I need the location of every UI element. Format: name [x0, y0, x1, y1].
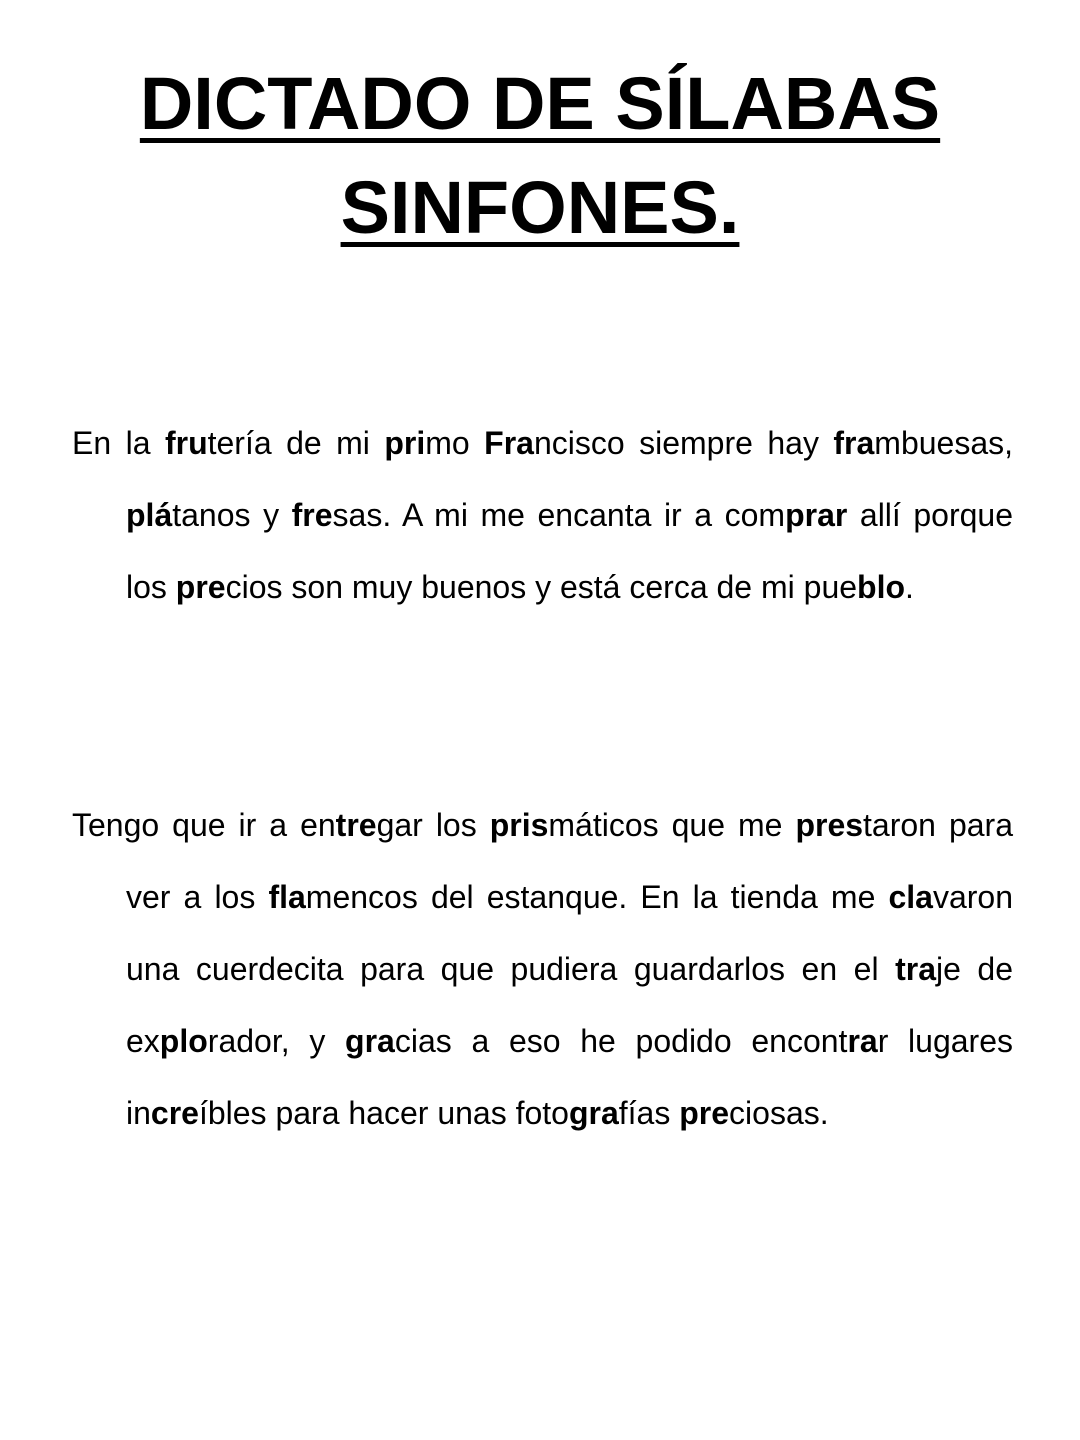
title-line-1: DICTADO DE SÍLABAS [139, 62, 941, 145]
highlighted-syllable: fra [833, 425, 875, 461]
text-run: tanos y [172, 497, 292, 533]
document-title [0, 52, 1080, 260]
text-run: mo [425, 425, 485, 461]
highlighted-syllable: blo [857, 569, 906, 605]
text-run: je de ex [126, 951, 1014, 1059]
text-run: tería de mi [207, 425, 385, 461]
highlighted-syllable: pre [175, 569, 226, 605]
text-run: sas. A mi me encanta ir a com [332, 497, 786, 533]
paragraph-2 [72, 789, 1013, 1149]
highlighted-syllable: prar [785, 497, 848, 533]
highlighted-syllable: cla [888, 879, 933, 915]
text-run: taron para ver a los [126, 807, 1013, 915]
highlighted-syllable: pres [795, 807, 864, 843]
highlighted-syllable: pris [489, 807, 549, 843]
highlighted-syllable: plá [126, 497, 173, 533]
text-run: mbuesas, [874, 425, 1014, 461]
highlighted-syllable: tre [335, 807, 377, 843]
text-run: varon una cuerdecita para que pudiera guardarlos en el [126, 879, 1014, 987]
highlighted-syllable: fre [291, 497, 333, 533]
text-run: íbles para hacer unas foto [198, 1095, 569, 1131]
highlighted-syllable: cre [150, 1095, 199, 1131]
text-run: gar los [376, 807, 490, 843]
highlighted-syllable: fla [268, 879, 306, 915]
text-run: allí porque los [126, 497, 1014, 605]
highlighted-syllable: fru [164, 425, 208, 461]
text-run: ciosas. [729, 1095, 829, 1131]
highlighted-syllable: pre [679, 1095, 730, 1131]
text-run: cias a eso he podido encont [394, 1023, 848, 1059]
text-run: máticos que me [548, 807, 796, 843]
title-line-2: SINFONES. [340, 166, 740, 249]
text-run: mencos del estanque. En la tienda me [305, 879, 889, 915]
text-run: fías [618, 1095, 680, 1131]
text-run: . [905, 569, 914, 605]
paragraph-1 [72, 407, 1013, 623]
highlighted-syllable: plo [159, 1023, 208, 1059]
text-run: r lugares in [126, 1023, 1014, 1131]
text-run: Tengo que ir a en [72, 807, 336, 843]
text-run: En la [72, 425, 165, 461]
text-run: cios son muy buenos y está cerca de mi pue [225, 569, 858, 605]
highlighted-syllable: gra [568, 1095, 619, 1131]
text-run: ncisco siempre hay [533, 425, 834, 461]
highlighted-syllable: tra [895, 951, 936, 987]
highlighted-syllable: gra [345, 1023, 395, 1059]
text-run: rador, y [207, 1023, 346, 1059]
highlighted-syllable: pri [384, 425, 426, 461]
highlighted-syllable: Fra [484, 425, 534, 461]
highlighted-syllable: ra [847, 1023, 878, 1059]
